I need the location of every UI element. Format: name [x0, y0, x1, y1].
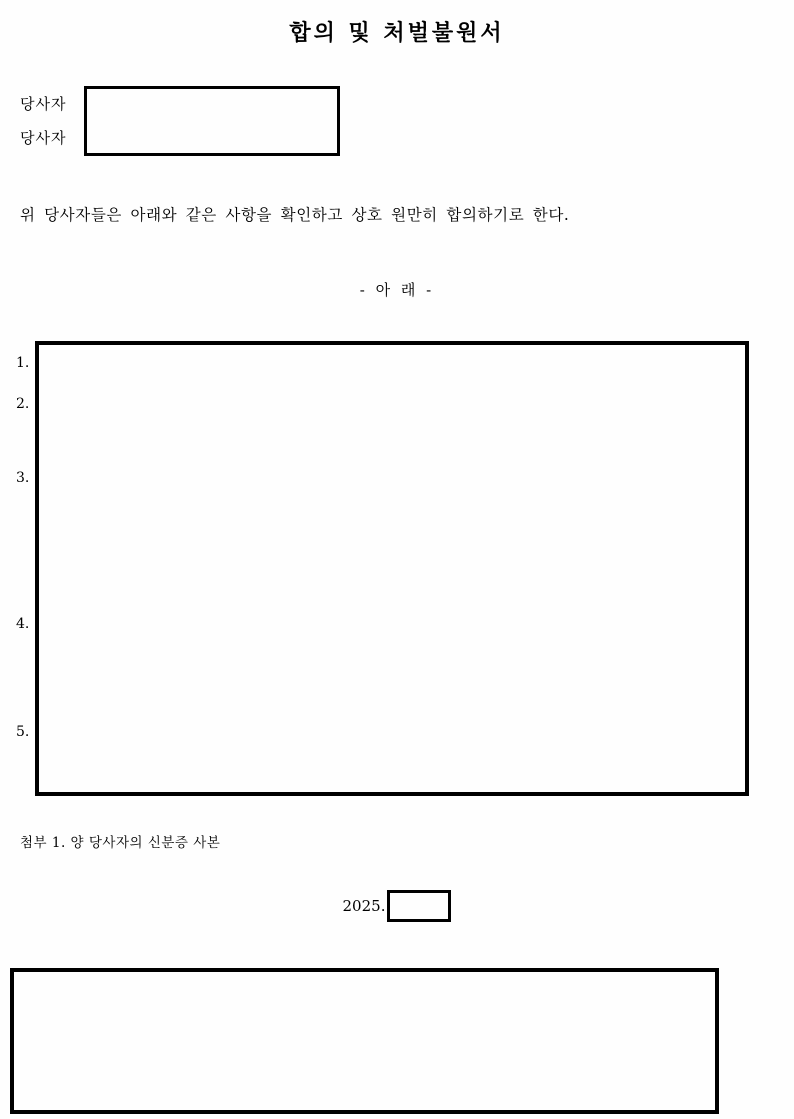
date-input-box[interactable]: [387, 890, 451, 922]
item-number-1: 1.: [16, 355, 30, 371]
item-number-5: 5.: [16, 724, 30, 740]
parties-input-box[interactable]: [84, 86, 340, 156]
item-number-4: 4.: [16, 616, 30, 632]
agreement-items-box[interactable]: [35, 341, 749, 796]
item-number-3: 3.: [16, 470, 30, 486]
party-label-second: 당사자: [20, 128, 67, 147]
date-row: [0, 890, 794, 922]
intro-sentence: 위 당사자들은 아래와 같은 사항을 확인하고 상호 원만히 합의하기로 한다.: [20, 206, 570, 224]
attachment-line: 첨부 1. 양 당사자의 신분증 사본: [20, 835, 221, 851]
date-year-label: 2025.: [342, 897, 386, 915]
party-label-first: 당사자: [20, 94, 67, 113]
page-title: 합의 및 처벌불원서: [289, 20, 505, 46]
below-marker: - 아 래 -: [359, 281, 435, 299]
signature-box[interactable]: [10, 968, 719, 1114]
item-number-2: 2.: [16, 396, 30, 412]
